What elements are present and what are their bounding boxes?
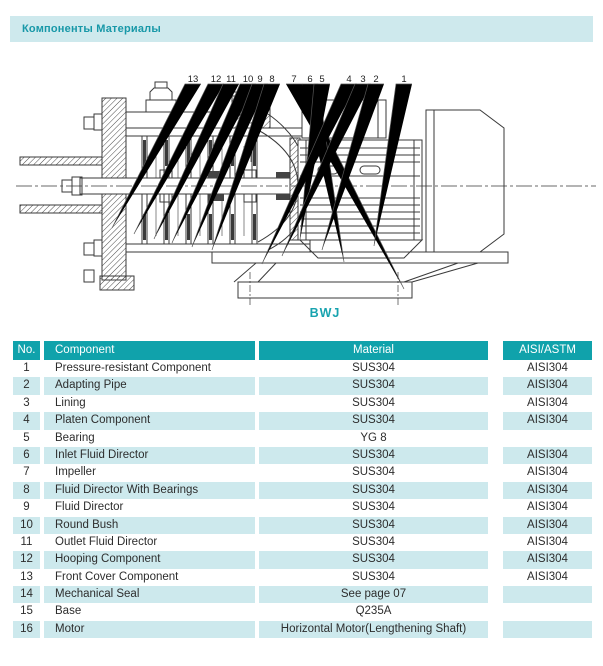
pump-cross-section-figure [0, 42, 603, 341]
table-row [13, 534, 592, 551]
cell-material: SUS304 [259, 447, 488, 464]
cell-material: SUS304 [352, 535, 395, 548]
cell-component: Fluid Director With Bearings [44, 482, 255, 499]
callout-label: 11 [226, 74, 236, 85]
cell-aisi-astm: AISI304 [527, 466, 568, 479]
table-row [13, 360, 592, 377]
cell-aisi-astm [503, 430, 592, 447]
cell-material: SUS304 [259, 412, 488, 429]
table-row [13, 377, 592, 394]
cell-material: SUS304 [352, 466, 395, 479]
cell-material: See page 07 [259, 586, 488, 603]
cell-no: 1 [23, 362, 30, 374]
cell-aisi-astm: AISI304 [527, 501, 568, 514]
cell-component: Adapting Pipe [44, 377, 255, 394]
cell-no: 5 [23, 431, 30, 444]
table-row [13, 395, 592, 412]
cell-no: 12 [13, 551, 40, 568]
callout-label: 8 [269, 74, 275, 85]
cell-no: 10 [13, 517, 40, 534]
callout-label: 5 [319, 74, 325, 85]
table-row [13, 464, 592, 481]
table-row [13, 482, 592, 499]
cell-component: Pressure-resistant Component [55, 362, 211, 374]
fan-cover [426, 110, 504, 252]
cell-material: SUS304 [352, 501, 395, 514]
callout-label: 13 [187, 74, 199, 85]
cell-no: 8 [13, 482, 40, 499]
base-plate [212, 252, 508, 306]
cell-aisi-astm: AISI304 [503, 517, 592, 534]
cell-material: SUS304 [259, 482, 488, 499]
model-label: BWJ [309, 306, 341, 320]
section-title-bar [10, 16, 593, 42]
cell-component: Platen Component [44, 412, 255, 429]
cell-aisi-astm: AISI304 [503, 377, 592, 394]
table-row [13, 499, 592, 516]
table-row [13, 517, 592, 534]
cell-component: Inlet Fluid Director [44, 447, 255, 464]
cell-no: 15 [20, 605, 33, 618]
table-header-row [13, 341, 592, 360]
table-row [13, 569, 592, 586]
table-row [13, 603, 592, 620]
col-header-material: Material [259, 341, 488, 360]
table-row [13, 412, 592, 429]
cell-component: Hooping Component [44, 551, 255, 568]
cell-aisi-astm: AISI304 [527, 535, 568, 548]
cell-component: Front Cover Component [55, 570, 179, 583]
callout-labels [188, 74, 407, 85]
cell-material: SUS304 [352, 396, 395, 409]
cell-no: 13 [20, 570, 33, 583]
cell-no: 11 [20, 535, 33, 548]
table-row [13, 586, 592, 603]
callout-label: 12 [210, 74, 222, 85]
cell-aisi-astm: AISI304 [503, 447, 592, 464]
cell-no: 3 [23, 396, 30, 409]
cell-aisi-astm: AISI304 [527, 570, 568, 583]
table-row [13, 447, 592, 464]
cell-no: 14 [13, 586, 40, 603]
cell-no: 6 [13, 447, 40, 464]
cell-material: SUS304 [259, 517, 488, 534]
cell-no: 2 [13, 377, 40, 394]
cell-aisi-astm: AISI304 [503, 412, 592, 429]
cell-material: SUS304 [352, 362, 395, 374]
cell-component: Impeller [55, 466, 96, 479]
callout-label: 10 [242, 74, 254, 85]
cell-no: 4 [13, 412, 40, 429]
cell-component: Base [55, 605, 82, 618]
cell-aisi-astm [503, 586, 592, 603]
cell-material: YG 8 [360, 431, 387, 444]
cell-aisi-astm: AISI304 [503, 551, 592, 568]
callout-label: 4 [346, 74, 352, 85]
table-row [13, 551, 592, 568]
cell-aisi-astm: AISI304 [527, 362, 568, 374]
cell-material: SUS304 [352, 570, 395, 583]
section-title: Компоненты Материалы [22, 23, 161, 35]
cell-aisi-astm: AISI304 [503, 482, 592, 499]
cell-component: Motor [44, 621, 255, 638]
cell-component: Mechanical Seal [44, 586, 255, 603]
callout-label: 7 [291, 74, 297, 85]
cell-component: Bearing [55, 431, 95, 444]
cell-component: Lining [55, 396, 86, 409]
table-row [13, 430, 592, 447]
cell-aisi-astm: AISI304 [527, 396, 568, 409]
cell-component: Round Bush [44, 517, 255, 534]
callout-label: 1 [401, 74, 407, 85]
cell-material: SUS304 [259, 551, 488, 568]
cell-aisi-astm [503, 621, 592, 638]
callout-label: 2 [373, 74, 379, 85]
cell-material: SUS304 [259, 377, 488, 394]
callout-label: 3 [360, 74, 366, 85]
materials-table [13, 341, 592, 638]
cell-aisi-astm [503, 603, 592, 620]
cell-no: 9 [23, 501, 30, 514]
cell-no: 16 [13, 621, 40, 638]
cell-component: Fluid Director [55, 501, 124, 514]
callout-label: 9 [257, 74, 263, 85]
cell-material: Q235A [355, 605, 392, 618]
col-header-aisi-astm: AISI/ASTM [503, 341, 592, 360]
cell-material: Horizontal Motor(Lengthening Shaft) [259, 621, 488, 638]
cell-component: Outlet Fluid Director [55, 535, 158, 548]
table-body [13, 360, 592, 638]
col-header-no: No. [13, 341, 40, 360]
col-header-component: Component [44, 341, 255, 360]
cell-no: 7 [23, 466, 30, 479]
table-row [13, 621, 592, 638]
callout-label: 6 [307, 74, 313, 85]
